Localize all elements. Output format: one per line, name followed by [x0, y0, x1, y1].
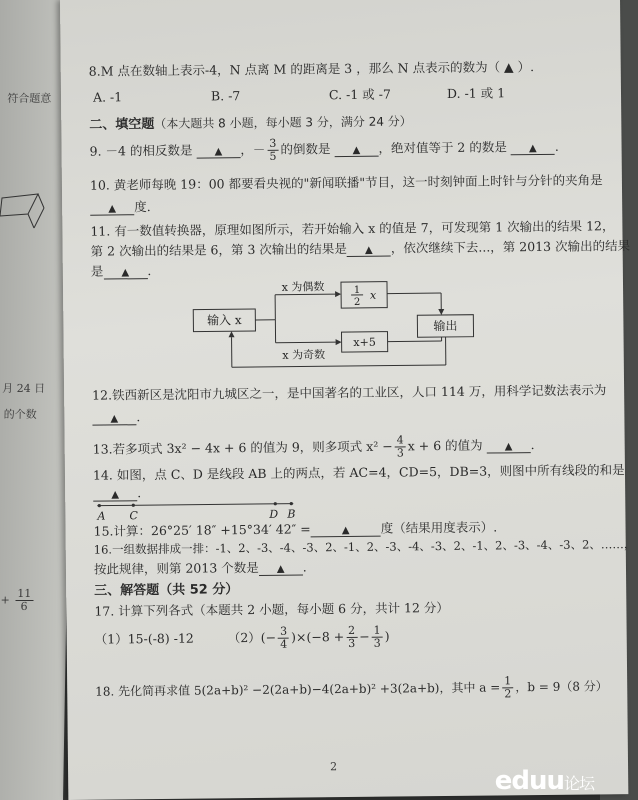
even-label: x 为偶数 [281, 280, 325, 294]
adjacent-fraction: + $\frac{11}{6}$ [0, 587, 32, 613]
q10-line1: 10. 黄老师每晚 19：00 都要看央视的"新闻联播"节目，这一时刻钟面上时针与分针的夹角是 [89, 172, 603, 193]
q9: 9. －4 的相反数是 ▲ ，－ $\frac{3}{5}$ 的倒数是 ▲ ，绝对值等于 2 的数是 ▲ . [89, 136, 559, 163]
q11-line1: 11. 有一数值转换器，原理如图所示，若开始输入 x 的值是 7，可发现第 1 次输出的结果 12， [90, 218, 615, 239]
adjacent-text: 月 24 日 [2, 382, 46, 395]
exam-page [60, 0, 636, 800]
adjacent-text: 的个数 [3, 408, 37, 421]
point-d: D [269, 507, 279, 521]
q16-line1: 16.一组数据排成一排：-1、2、-3、-4、-3、2、-1、2、-3、-4、-3、2、-1、2、-3、-4、-3、2、……， [93, 537, 636, 557]
q8-options [93, 83, 565, 106]
even-frac-num: 1 [353, 284, 361, 296]
q10-line2: ▲ 度. [90, 197, 151, 216]
q15: 15.计算：26°25′ 18″ +15°34′ 42″ = ▲ 度（结果用度表示）. [93, 519, 498, 539]
output-label: 输出 [433, 318, 458, 334]
adjacent-text: 符合题意 [7, 92, 52, 105]
q11-line2: 第 2 次输出的结果是 6，第 3 次输出的结果是 ▲ ，依次继续下去...，第 2013 次输出的结果 [90, 238, 631, 259]
q17-part2: （2）(− $\frac{3}{4}$ )×(−8 + $\frac{2}{3}$ − $\frac{1}{3}$ ) [227, 623, 390, 651]
option-c: C. -1 或 -7 [328, 86, 391, 103]
q14-line2: ▲ . [93, 485, 141, 502]
section2-heading: 二、填空题（本大题共 8 小题，每小题 3 分，满分 24 分） [89, 114, 412, 133]
even-box [341, 282, 387, 308]
q12-line2: ▲ . [92, 409, 140, 426]
q17-parts [95, 625, 390, 653]
prism-figure [0, 190, 50, 240]
point-a: A [97, 509, 106, 523]
point-b: B [287, 507, 296, 521]
q17-part1: （1）15-(-8) -12 [94, 630, 194, 647]
q18: 18. 先化简再求值 5(2a+b)² −2(2a+b)−4(2a+b)² +3(2a+b)，其中 a = $\frac{1}{2}$ ，b = 9（8 分） [95, 674, 608, 701]
q16-line2: 按此规律，则第 2013 个数是 ▲ . [93, 559, 307, 577]
q17-text: 17. 计算下列各式（本题共 2 小题，每小题 6 分，共计 12 分） [94, 599, 449, 619]
converter-flowchart [191, 278, 512, 371]
section3-heading: 三、解答题（共 52 分） [94, 582, 239, 599]
input-label: 输入 x [206, 313, 242, 328]
q8-text: 8.M 点在数轴上表示-4，N 点离 M 的距离是 3 ，那么 N 点表示的数为（ ▲ ）. [88, 59, 535, 79]
q14-line1: 14. 如图，点 C、D 是线段 AB 上的两点，若 AC=4，CD=5，DB=3，则图中所有线段的和是 [92, 462, 625, 483]
option-d: D. -1 或 1 [446, 85, 506, 101]
option-b: B. -7 [210, 88, 241, 104]
q13: 13.若多项式 3x² − 4x + 6 的值为 9，则多项式 x² − $\frac{4}{3}$ x + 6 的值为 ▲ . [92, 433, 535, 460]
watermark-logo: eduu论坛 [494, 766, 594, 796]
point-c: C [129, 509, 138, 523]
q11-line3: 是 ▲ . [90, 263, 152, 279]
odd-label: x 为奇数 [282, 348, 326, 362]
q12-line1: 12.铁西新区是沈阳市九城区之一，是中国著名的工业区，人口 114 万，用科学记数法表示为 [92, 382, 607, 403]
option-a: A. -1 [92, 89, 123, 105]
odd-box-label: x+5 [353, 335, 376, 349]
even-var: x [369, 288, 377, 302]
even-frac-den: 2 [353, 296, 361, 308]
page-number: 2 [329, 760, 338, 774]
